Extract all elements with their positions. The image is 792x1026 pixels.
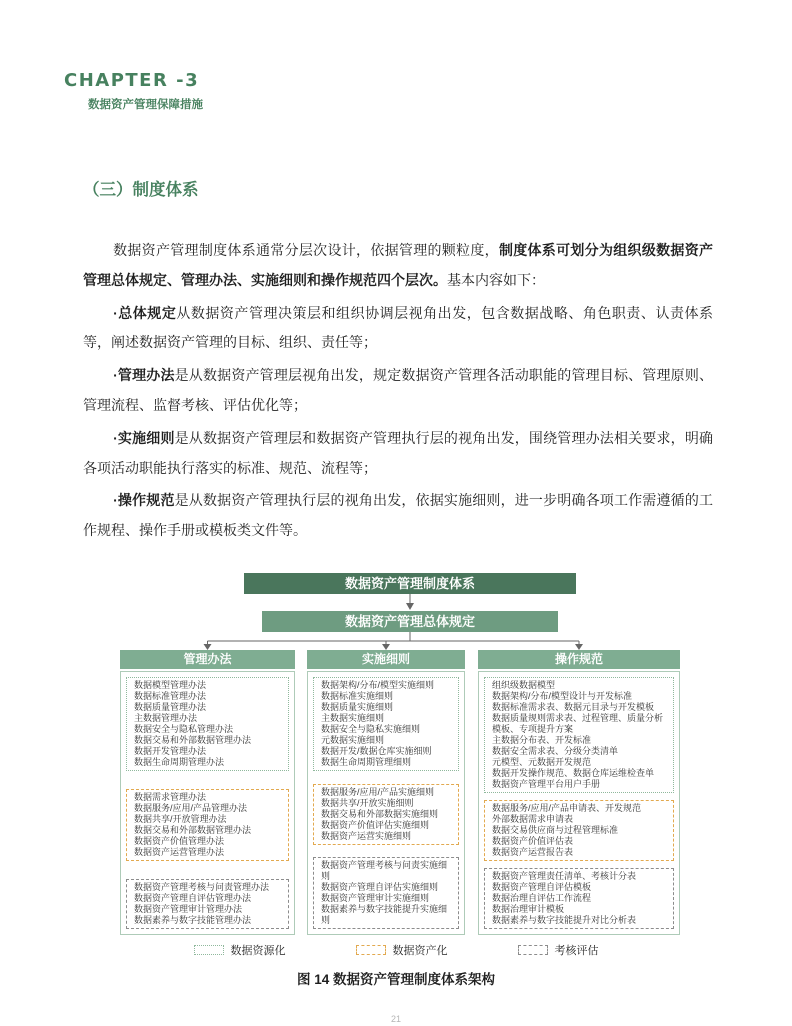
diagram-item: 外部数据需求申请表 [492, 814, 574, 824]
bullet-paragraph [83, 424, 713, 484]
column-implementation-rules [307, 650, 465, 935]
diagram-item: 数据交易和外部数据管理办法 [134, 825, 252, 835]
page-number: 21 [390, 1014, 401, 1024]
bullet-paragraph [83, 486, 713, 546]
intro-tail: 基本内容如下： [447, 271, 545, 288]
section-title: （三）制度体系 [83, 181, 199, 199]
diagram-group-resource [484, 677, 674, 793]
bullet-term: ·实施细则 [113, 429, 175, 446]
diagram-item: 数据素养与数字技能提升对比分析表 [492, 915, 637, 925]
bullet-term: ·总体规定 [113, 304, 177, 321]
diagram-item: 数据资产管理自评估管理办法 [134, 893, 252, 903]
diagram-item: 数据交易供应商与过程管理标准 [492, 825, 619, 835]
bullet-text: 是从数据资产管理层视角出发，规定数据资产管理各活动职能的管理目标、管理原则、管理流程、监督考核、评估优化等； [83, 367, 713, 413]
column-management-measures [120, 650, 295, 935]
bullet-text: 从数据资产管理决策层和组织协调层视角出发，包含数据战略、角色职责、认责体系等，阐述数据资产管理的目标、组织、责任等； [83, 304, 714, 351]
diagram-item: 数据共享/开放实施细则 [321, 797, 414, 808]
intro-bold: 制度体系可划分为组织级数据资产管理总体规定、管理办法、实施细则和操作规范四个层次。 [83, 242, 714, 288]
diagram-item: 数据安全与隐私管理办法 [134, 724, 234, 734]
diagram-group-asset [313, 784, 459, 845]
diagram-item: 数据资产管理考核与问责实施细则 [321, 860, 448, 881]
legend-label: 数据资产化 [392, 945, 448, 957]
diagram-item: 组织级数据模型 [492, 680, 556, 690]
diagram-item: 数据资产价值评估表 [492, 836, 574, 846]
bullet-term: ·操作规范 [113, 492, 175, 509]
diagram-item: 数据素养与数字技能提升实施细则 [321, 904, 448, 925]
diagram-item: 数据架构/分布/模型设计与开发标准 [492, 691, 633, 701]
diagram-item: 主数据管理办法 [134, 713, 198, 723]
bullet-term: ·管理办法 [113, 367, 175, 384]
diagram-item: 数据资产管理自评估模板 [492, 882, 592, 892]
diagram-item: 数据标准管理办法 [134, 691, 207, 701]
legend-label: 考核评估 [554, 945, 599, 957]
diagram-group-resource [313, 677, 459, 771]
diagram-item: 数据架构/分布/模型实施细则 [321, 680, 435, 690]
diagram-item: 数据质量管理办法 [134, 702, 207, 712]
bullet-text: 是从数据资产管理执行层的视角出发，依据实施细则，进一步明确各项工作需遵循的工作规程、操作手册或模板类文件等。 [83, 492, 713, 539]
diagram-item: 数据服务/应用/产品申请表、开发规范 [492, 803, 642, 813]
diagram-group-asset [484, 800, 674, 861]
column-operation-specs [478, 650, 680, 935]
diagram-root-box: 数据资产管理制度体系 [244, 573, 576, 594]
column-body [120, 671, 295, 935]
diagram-item: 数据资产管理平台用户手册 [492, 779, 601, 789]
legend-assess-marker [518, 945, 548, 955]
diagram-level2-box: 数据资产管理总体规定 [262, 611, 558, 632]
diagram-item: 数据资产管理审计实施细则 [321, 893, 430, 903]
legend-entry [518, 942, 599, 958]
body-text [83, 233, 713, 546]
diagram-item: 数据开发操作规范、数据仓库运维检查单 [492, 768, 655, 778]
diagram-item: 数据资产运营实施细则 [321, 830, 412, 841]
column-body [478, 671, 680, 935]
diagram-item: 数据资产管理审计管理办法 [134, 904, 243, 914]
figure-14-diagram [0, 570, 792, 1026]
legend-asset-marker [356, 945, 386, 955]
diagram-item: 数据质量实施细则 [321, 702, 394, 712]
chapter-label: CHAPTER -3 [64, 70, 200, 91]
column-header: 操作规范 [478, 650, 680, 669]
diagram-item: 数据资产管理考核与问责管理办法 [134, 882, 270, 892]
legend-entry [194, 942, 286, 958]
diagram-item: 数据素养与数字技能管理办法 [134, 915, 252, 925]
diagram-item: 主数据分布表、开发标准 [492, 735, 592, 745]
diagram-item: 数据治理自评估工作流程 [492, 893, 592, 903]
diagram-group-assess [126, 879, 289, 929]
diagram-item: 数据资产价值评估实施细则 [321, 819, 430, 830]
chapter-header [64, 70, 203, 112]
diagram-item: 数据标准需求表、数据元目录与开发模板 [492, 702, 655, 712]
column-body [307, 671, 465, 935]
diagram-item: 数据交易和外部数据管理办法 [134, 735, 252, 745]
diagram-item: 数据共享/开放管理办法 [134, 814, 227, 824]
diagram-item: 数据安全与隐私实施细则 [321, 724, 421, 734]
legend-label: 数据资源化 [230, 945, 286, 957]
diagram-group-resource [126, 677, 289, 771]
diagram-legend [0, 942, 792, 958]
diagram-group-assess [313, 857, 459, 929]
diagram-item: 数据开发管理办法 [134, 746, 207, 756]
legend-resource-marker [194, 945, 224, 955]
diagram-item: 数据标准实施细则 [321, 691, 394, 701]
diagram-item: 数据资产管理责任清单、考核计分表 [492, 871, 637, 881]
diagram-group-assess [484, 868, 674, 929]
diagram-item: 数据治理审计模板 [492, 904, 565, 914]
diagram-item: 数据模型管理办法 [134, 680, 207, 690]
diagram-item: 数据生命周期管理办法 [134, 757, 225, 767]
intro-paragraph [83, 236, 713, 296]
bullet-paragraph [83, 299, 713, 359]
diagram-item: 数据资产管理自评估实施细则 [321, 882, 439, 892]
diagram-item: 数据服务/应用/产品实施细则 [321, 786, 435, 797]
diagram-item: 元模型、元数据开发规范 [492, 757, 592, 767]
diagram-item: 数据需求管理办法 [134, 792, 207, 802]
intro-lead: 数据资产管理制度体系通常分层次设计，依据管理的颗粒度， [113, 242, 499, 258]
diagram-item: 元数据实施细则 [321, 735, 385, 745]
bullet-text: 是从数据资产管理层和数据资产管理执行层的视角出发，围绕管理办法相关要求，明确各项活动职能执行落实的标准、规范、流程等； [83, 429, 713, 476]
diagram-item: 数据生命周期管理细则 [321, 757, 412, 767]
diagram-item: 数据资产运营管理办法 [134, 847, 225, 857]
column-header: 实施细则 [307, 650, 465, 669]
figure-caption: 图 14 数据资产管理制度体系架构 [296, 972, 496, 987]
diagram-item: 数据开发/数据仓库实施细则 [321, 746, 432, 756]
diagram-item: 主数据实施细则 [321, 713, 385, 723]
diagram-item: 数据质量规则需求表、过程管理、质量分析模板、专项提升方案 [492, 713, 664, 734]
legend-entry [356, 942, 448, 958]
bullet-paragraph [83, 361, 713, 421]
diagram-item: 数据交易和外部数据实施细则 [321, 808, 439, 819]
diagram-item: 数据服务/应用/产品管理办法 [134, 803, 248, 813]
diagram-group-asset [126, 789, 289, 861]
diagram-item: 数据资产运营报告表 [492, 847, 574, 857]
diagram-item: 数据安全需求表、分级分类清单 [492, 746, 619, 756]
column-header: 管理办法 [120, 650, 295, 669]
chapter-subtitle: 数据资产管理保障措施 [88, 99, 203, 111]
diagram-item: 数据资产价值管理办法 [134, 836, 225, 846]
